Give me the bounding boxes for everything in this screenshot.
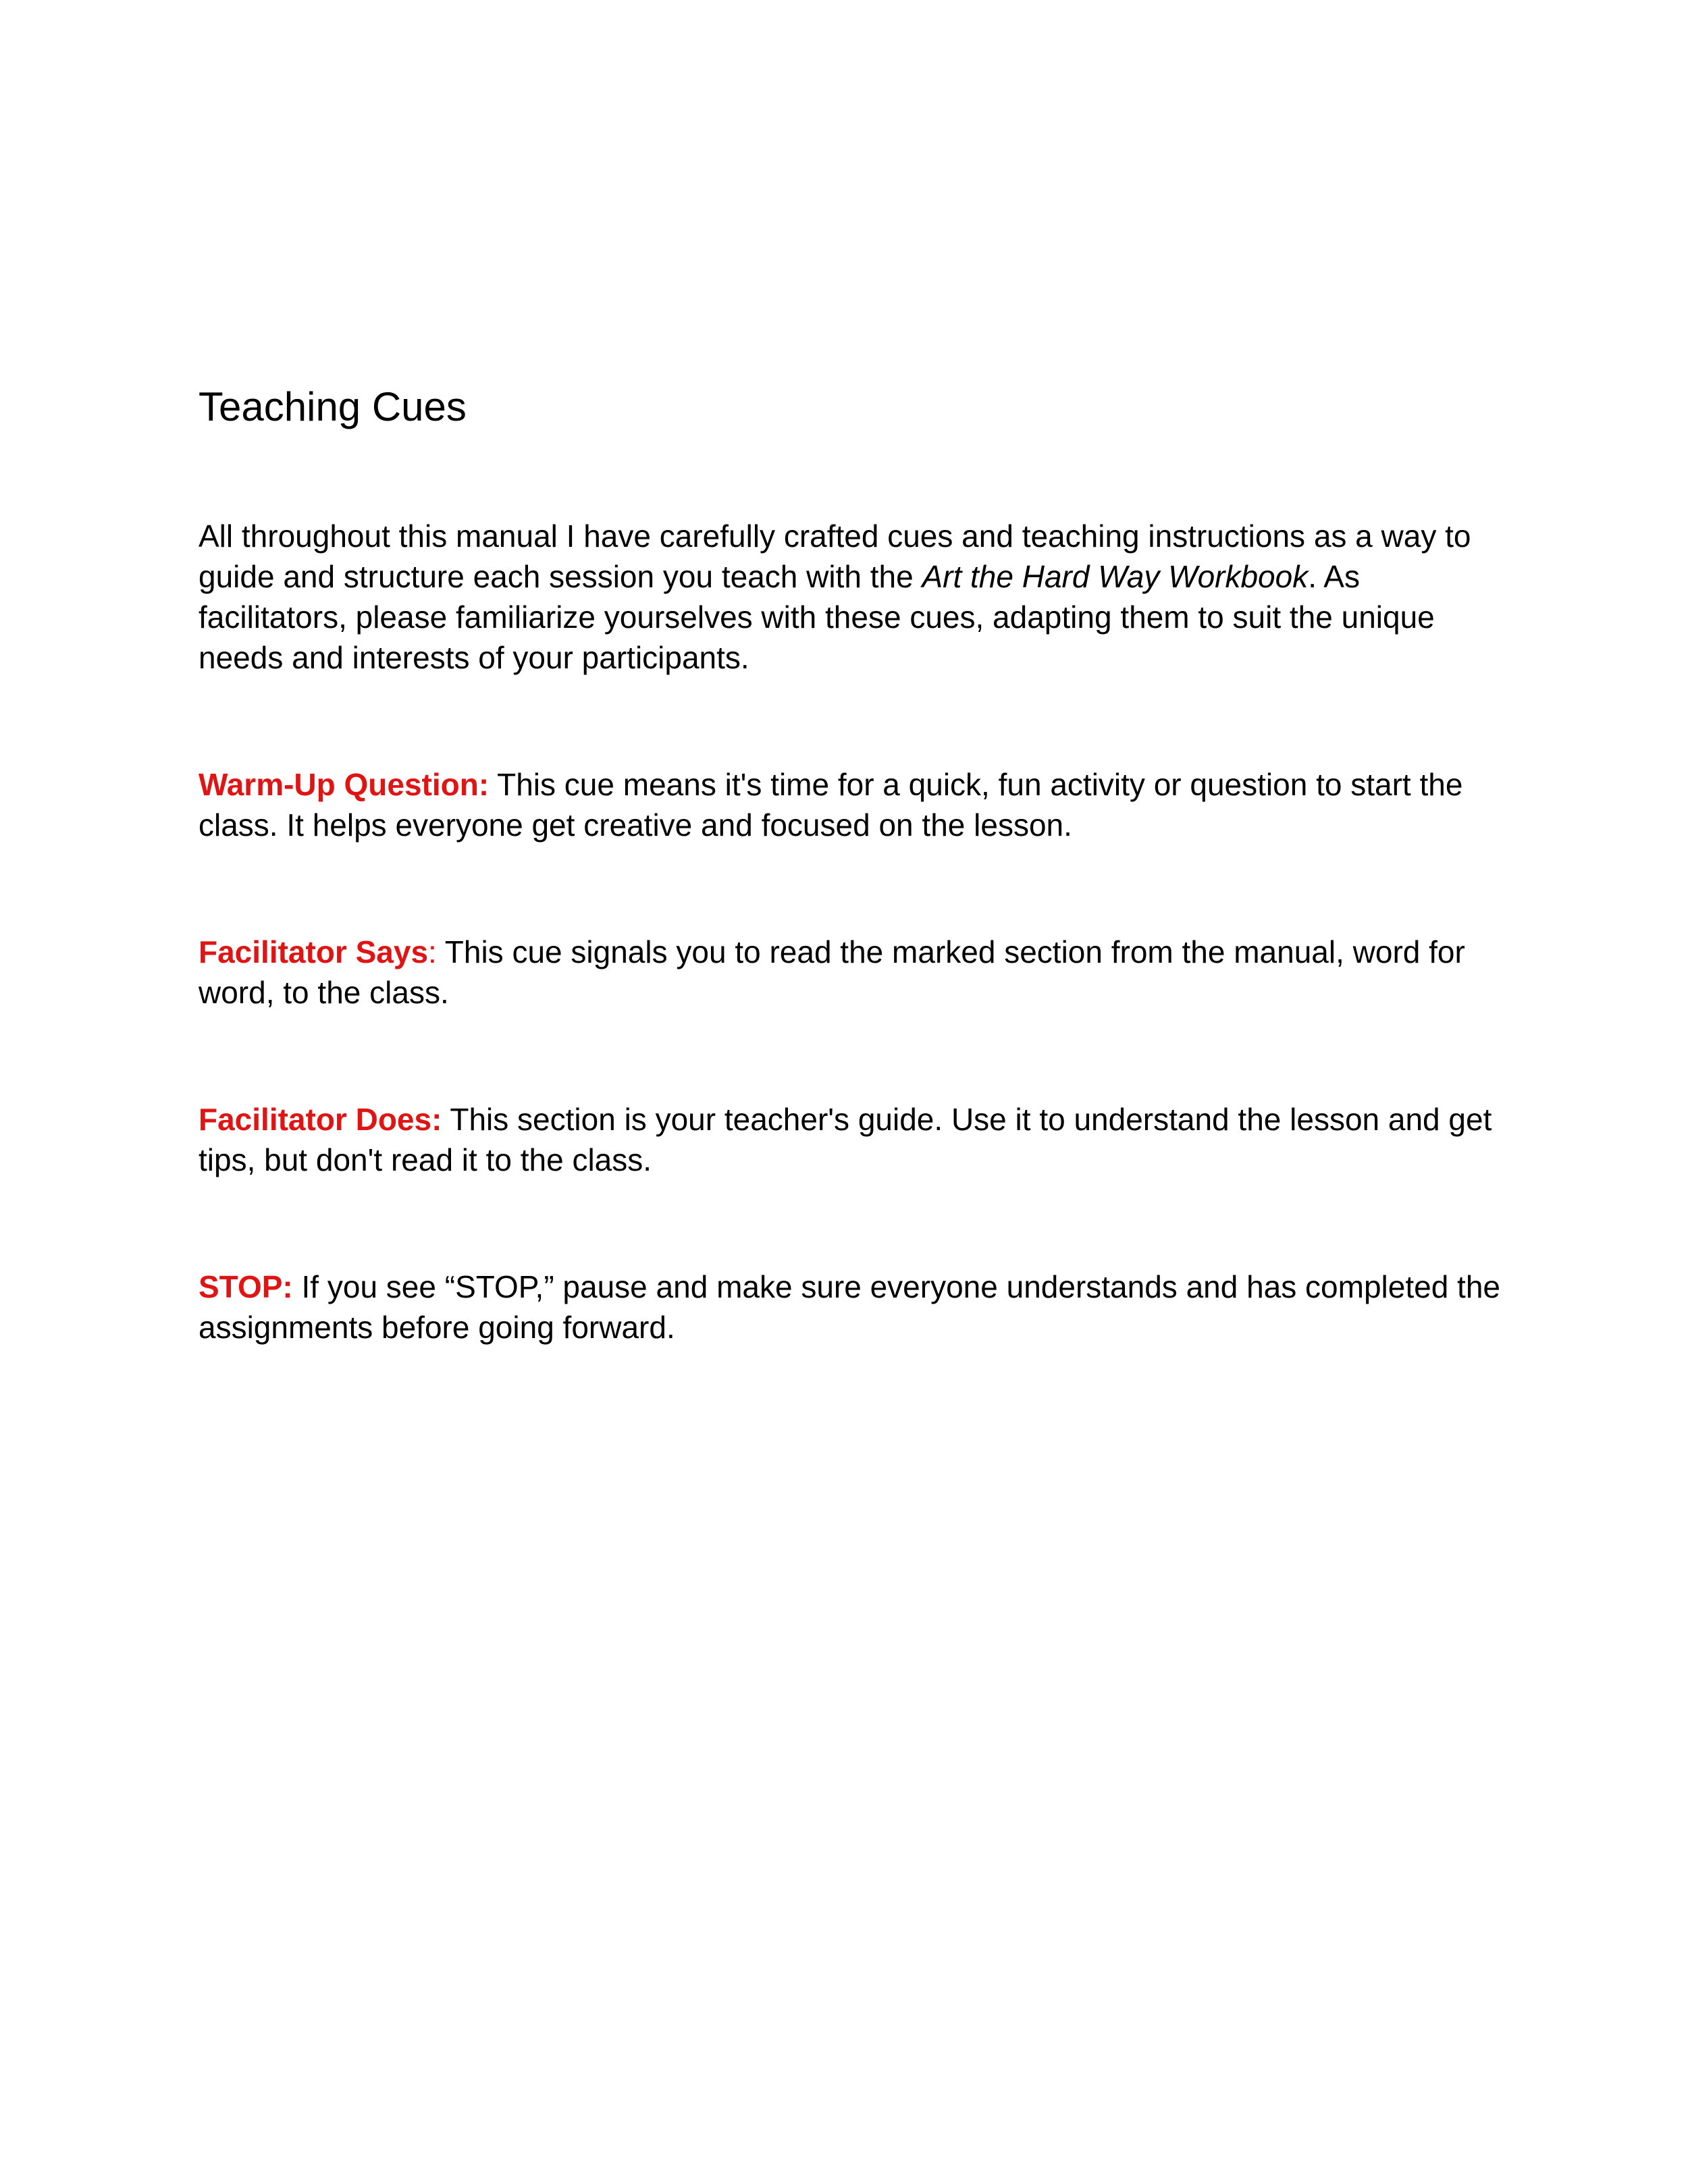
intro-text-start: All throughout this manual I have carefully crafted cues and teaching instructions as a way to guide and structure each session you teach with the bbox=[199, 518, 1471, 594]
warm-up-cue bbox=[199, 764, 1502, 845]
stop-cue bbox=[199, 1267, 1502, 1348]
intro-text-end: . As facilitators, please familiarize yourselves with these cues, adapting them to suit the unique needs and interests of your participants. bbox=[199, 559, 1435, 675]
stop-description: If you see “STOP,” pause and make sure everyone understands and has completed the assignments before going forward. bbox=[199, 1269, 1501, 1345]
warm-up-label: Warm-Up Question: bbox=[199, 767, 490, 802]
facilitator-does-cue bbox=[199, 1099, 1502, 1180]
workbook-title: Art the Hard Way Workbook bbox=[922, 559, 1309, 594]
warm-up-description: This cue means it's time for a quick, fun activity or question to start the class. It helps everyone get creative and focused on the lesson. bbox=[199, 767, 1463, 843]
facilitator-does-description: This section is your teacher's guide. Use it to understand the lesson and get tips, but don't read it to the class. bbox=[199, 1102, 1492, 1177]
facilitator-says-label: Facilitator Says bbox=[199, 934, 429, 969]
facilitator-says-colon: : bbox=[428, 934, 437, 969]
stop-label: STOP: bbox=[199, 1269, 293, 1304]
facilitator-says-description: This cue signals you to read the marked section from the manual, word for word, to the class. bbox=[199, 934, 1465, 1010]
facilitator-says-cue bbox=[199, 932, 1502, 1013]
facilitator-does-label: Facilitator Does: bbox=[199, 1102, 442, 1137]
intro-paragraph bbox=[199, 516, 1502, 678]
page-title: Teaching Cues bbox=[199, 384, 467, 429]
page-content bbox=[199, 375, 1502, 1348]
